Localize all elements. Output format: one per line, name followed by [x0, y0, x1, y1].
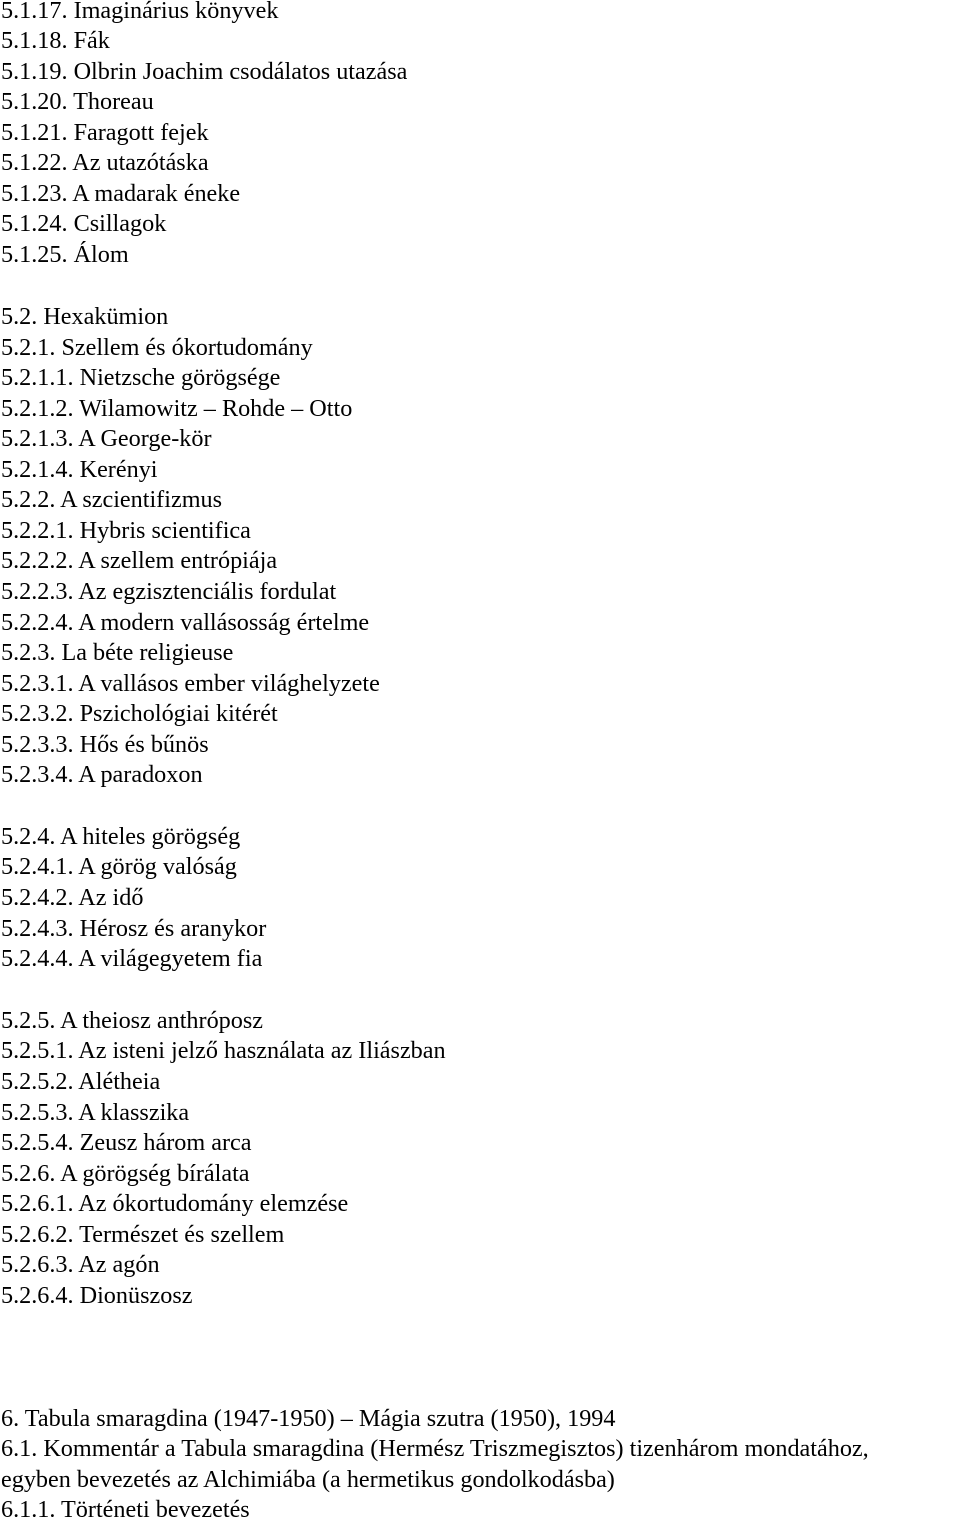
toc-entry: 6.1.1. Történeti bevezetés [1, 1496, 250, 1523]
toc-entry: 5.2.6.1. Az ókortudomány elemzése [1, 1190, 349, 1217]
toc-entry: 5.1.19. Olbrin Joachim csodálatos utazása [1, 58, 408, 85]
toc-entry: 5.1.23. A madarak éneke [1, 180, 241, 207]
toc-entry: 5.1.22. Az utazótáska [1, 149, 209, 176]
toc-entry: 5.2.6.2. Természet és szellem [1, 1221, 285, 1248]
toc-entry: 5.2.2. A szcientifizmus [1, 486, 223, 513]
toc-entry: 5.2. Hexakümion [1, 303, 169, 330]
toc-entry: 5.1.24. Csillagok [1, 210, 167, 237]
toc-entry: 5.2.5.3. A klasszika [1, 1099, 190, 1126]
toc-entry: 5.2.4.2. Az idő [1, 884, 144, 911]
toc-entry: 5.1.18. Fák [1, 27, 110, 54]
toc-entry: 5.2.3.4. A paradoxon [1, 761, 203, 788]
toc-entry: 5.2.6.4. Dionüszosz [1, 1282, 193, 1309]
toc-entry: 5.2.6. A görögség bírálata [1, 1160, 250, 1187]
toc-entry: 5.2.1.1. Nietzsche görögsége [1, 364, 281, 391]
toc-entry: 5.1.21. Faragott fejek [1, 119, 209, 146]
toc-entry: 5.2.1.3. A George-kör [1, 425, 212, 452]
toc-entry: 5.1.17. Imaginárius könyvek [1, 0, 279, 24]
toc-entry: 5.2.4. A hiteles görögség [1, 823, 241, 850]
toc-entry: 5.2.3.3. Hős és bűnös [1, 731, 209, 758]
toc-entry: 6.1. Kommentár a Tabula smaragdina (Hermész Triszmegisztos) tizenhárom mondatához, [1, 1435, 869, 1462]
toc-entry: 5.2.5.2. Alétheia [1, 1068, 161, 1095]
toc-entry: 5.2.1. Szellem és ókortudomány [1, 334, 313, 361]
toc-entry: 5.2.2.2. A szellem entrópiája [1, 547, 278, 574]
toc-entry: 5.2.5.4. Zeusz három arca [1, 1129, 252, 1156]
toc-entry: 5.2.1.2. Wilamowitz – Rohde – Otto [1, 395, 353, 422]
toc-entry: 5.2.3.1. A vallásos ember világhelyzete [1, 670, 380, 697]
toc-entry: 5.2.4.3. Hérosz és aranykor [1, 915, 267, 942]
toc-entry: 5.2.5.1. Az isteni jelző használata az Iliászban [1, 1037, 446, 1064]
toc-entry: 5.2.5. A theiosz anthróposz [1, 1007, 263, 1034]
toc-entry: 5.2.2.3. Az egzisztenciális fordulat [1, 578, 337, 605]
toc-entry-continuation: egyben bevezetés az Alchimiába (a hermetikus gondolkodásba) [1, 1466, 615, 1493]
toc-entry: 5.2.1.4. Kerényi [1, 456, 158, 483]
toc-entry: 5.2.2.1. Hybris scientifica [1, 517, 251, 544]
toc-entry: 5.2.3. La béte religieuse [1, 639, 234, 666]
toc-entry: 5.2.4.1. A görög valóság [1, 853, 237, 880]
chapter-heading: 6. Tabula smaragdina (1947-1950) – Mágia szutra (1950), 1994 [1, 1405, 616, 1432]
toc-entry: 5.2.4.4. A világegyetem fia [1, 945, 263, 972]
toc-entry: 5.2.6.3. Az agón [1, 1251, 160, 1278]
toc-entry: 5.1.25. Álom [1, 241, 129, 268]
toc-entry: 5.2.3.2. Pszichológiai kitérét [1, 700, 278, 727]
toc-entry: 5.1.20. Thoreau [1, 88, 154, 115]
toc-entry: 5.2.2.4. A modern vallásosság értelme [1, 609, 370, 636]
